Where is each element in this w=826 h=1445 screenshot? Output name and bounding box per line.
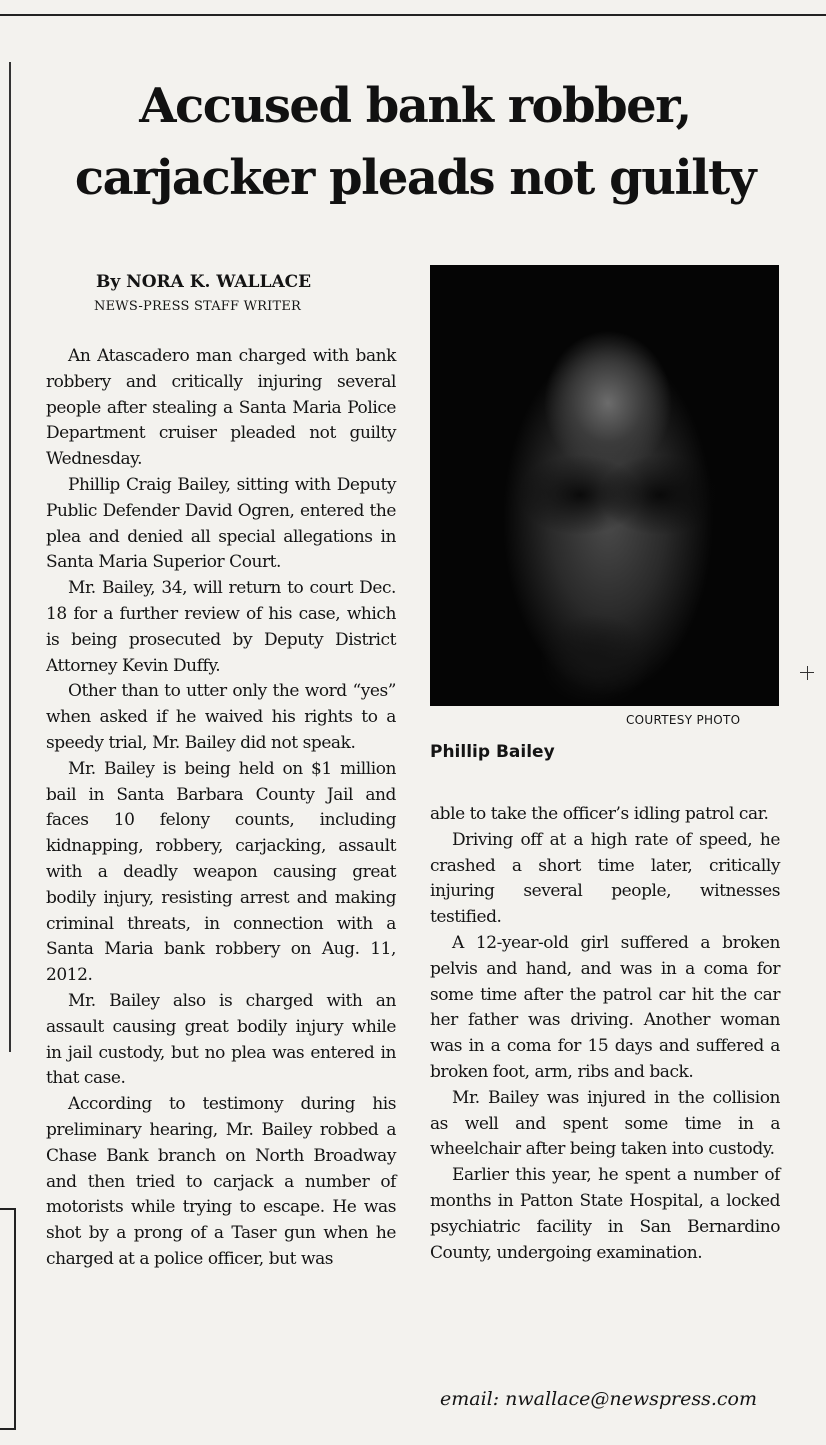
left-margin-box [0,1208,16,1430]
photo-credit: COURTESY PHOTO [626,713,741,727]
crop-mark-vertical [807,666,808,680]
article-column-right [430,802,780,1266]
top-rule [0,14,826,16]
paragraph: A 12-year-old girl suffered a broken pelvis and hand, and was in a coma for some time after the patrol car hit the car her father was driving. Another woman was in a coma for 15 days and suffered a broken foot, arm, ribs and back. [430,932,780,1082]
headline-line-2: carjacker pleads not guilty [74,150,756,206]
portrait-image [430,265,779,706]
staff-writer-line: NEWS-PRESS STAFF WRITER [94,299,302,314]
headline [30,70,800,214]
paragraph-continuation: able to take the officer’s idling patrol car. [430,804,769,824]
photo-caption: Phillip Bailey [430,742,555,762]
article-column-left [46,344,396,1273]
paragraph: Other than to utter only the word “yes” when asked if he waived his rights to a speedy trial, Mr. Bailey did not speak. [46,681,396,753]
headline-line-1: Accused bank robber, [139,78,691,134]
paragraph: Mr. Bailey was injured in the collision as well and spent some time in a wheelchair after being taken into custody. [430,1087,780,1160]
paragraph: According to testimony during his preliminary hearing, Mr. Bailey robbed a Chase Bank branch on North Broadway and then tried to carjack a number of motorists while trying to escape. He was shot by a prong of a Taser gun when he charged at a police officer, but was [46,1094,396,1269]
left-column-rule [9,62,11,1052]
author-email: email: nwallace@newspress.com [440,1388,757,1410]
photo-phillip-bailey [430,265,779,706]
paragraph: Mr. Bailey also is charged with an assault causing great bodily injury while in jail custody, but no plea was entered in that case. [46,990,396,1089]
paragraph: Earlier this year, he spent a number of months in Patton State Hospital, a locked psychiatric facility in San Bernardino County, undergoing examination. [430,1165,780,1263]
paragraph: An Atascadero man charged with bank robbery and critically injuring several people after stealing a Santa Maria Police Department cruiser pleaded not guilty Wednesday. [46,346,396,470]
paragraph: Mr. Bailey, 34, will return to court Dec. 18 for a further review of his case, which is being prosecuted by Deputy District Attorney Kevin Duffy. [46,578,396,676]
byline: By NORA K. WALLACE [96,272,312,292]
paragraph: Driving off at a high rate of speed, he crashed a short time later, critically injuring several people, witnesses testified. [430,829,780,928]
paragraph: Phillip Craig Bailey, sitting with Deputy Public Defender David Ogren, entered the plea and denied all special allegations in Santa Maria Superior Court. [46,474,396,573]
paragraph: Mr. Bailey is being held on $1 million bail in Santa Barbara County Jail and faces 10 felony counts, including kidnapping, robbery, carjacking, assault with a deadly weapon causing great bodily injury, resisting arrest and making criminal threats, in connection with a Santa Maria bank robbery on Aug. 11, 2012. [46,758,396,986]
